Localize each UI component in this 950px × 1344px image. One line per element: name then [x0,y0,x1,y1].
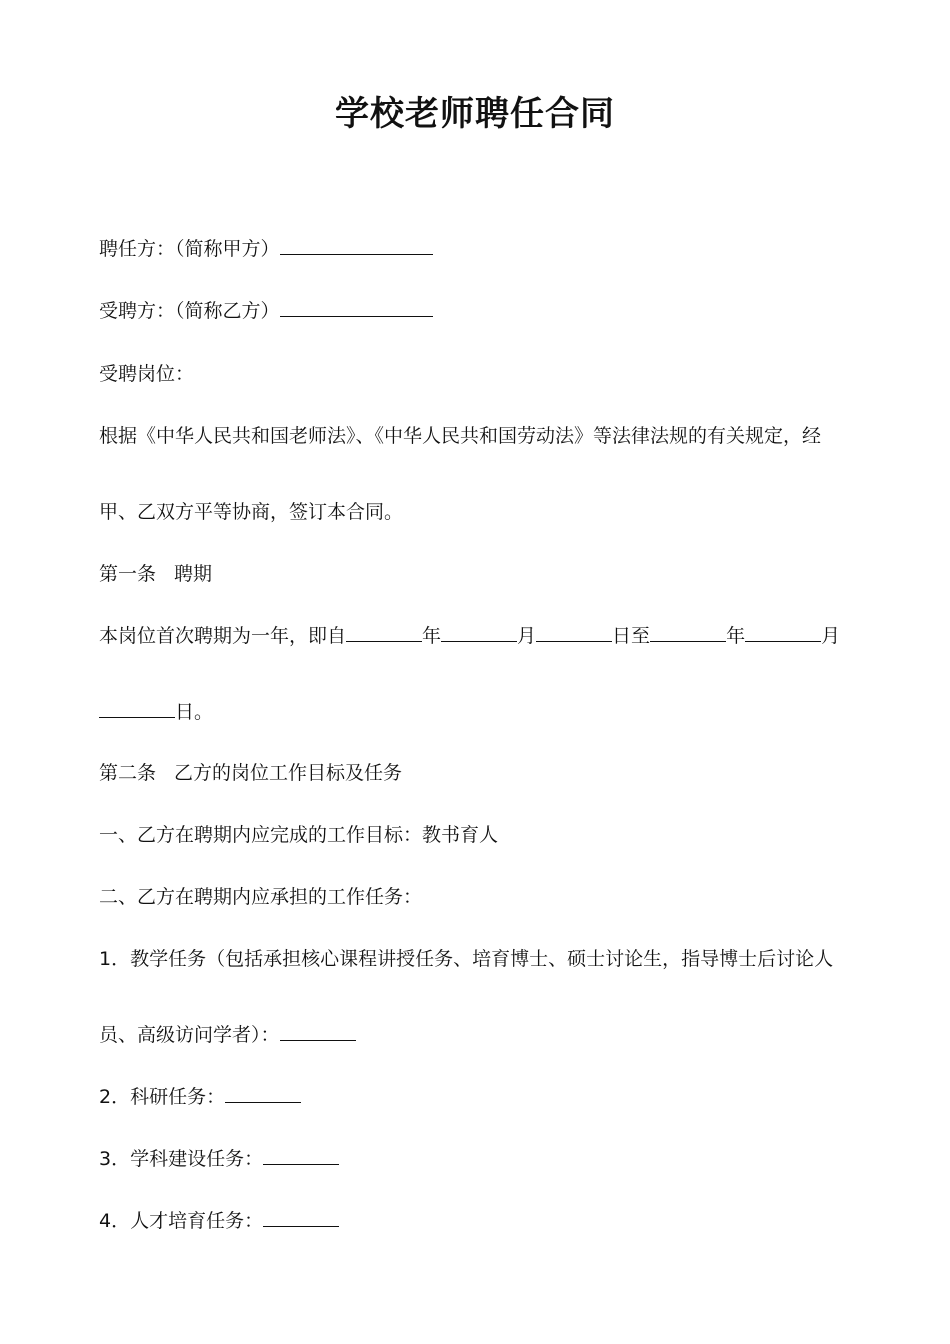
party-b-blank[interactable] [280,298,433,317]
task3-label: 3．学科建设任务： [99,1148,264,1170]
task2-label: 2．科研任务： [99,1086,226,1108]
task1-blank[interactable] [280,1022,356,1041]
party-b-line [99,298,433,324]
task2-line [99,1084,301,1110]
end-month-blank[interactable] [745,623,821,642]
end-year-blank[interactable] [650,623,726,642]
term-line [99,623,840,649]
month-label-1: 月 [517,625,537,647]
party-a-label: 聘任方：（简称甲方） [99,238,280,260]
task4-blank[interactable] [263,1208,339,1227]
position-line [99,361,194,387]
start-day-blank[interactable] [536,623,612,642]
article2-number: 第二条 [99,762,157,784]
preamble-line-2: 甲、乙双方平等协商，签订本合同。 [99,501,404,523]
party-a-line [99,236,433,262]
article1-heading [99,561,212,587]
party-a-blank[interactable] [280,236,433,255]
task4-label: 4．人才培育任务： [99,1210,264,1232]
term-prefix: 本岗位首次聘期为一年，即自 [99,625,347,647]
tasks-intro-line: 二、乙方在聘期内应承担的工作任务： [99,886,423,908]
preamble-line-1: 根据《中华人民共和国老师法》、《中华人民共和国劳动法》等法律法规的有关规定，经 [99,425,822,447]
task1-line-1: 1．教学任务（包括承担核心课程讲授任务、培育博士、硕士讨论生，指导博士后讨论人 [99,948,834,970]
task3-blank[interactable] [263,1146,339,1165]
month-label-2: 月 [821,625,841,647]
party-b-label: 受聘方：（简称乙方） [99,300,280,322]
position-label: 受聘岗位： [99,363,195,385]
start-year-blank[interactable] [346,623,422,642]
task3-line [99,1146,339,1172]
end-day-blank[interactable] [99,699,175,718]
task1-label: 员、高级访问学者）： [99,1024,280,1046]
year-label-1: 年 [422,625,442,647]
task2-blank[interactable] [225,1084,301,1103]
task1-line-2 [99,1022,356,1048]
year-label-2: 年 [726,625,746,647]
document-title: 学校老师聘任合同 [335,94,615,134]
article2-heading [99,760,402,786]
article1-title: 聘期 [174,563,213,585]
start-month-blank[interactable] [441,623,517,642]
term-end-line [99,699,213,725]
article1-number: 第一条 [99,563,157,585]
day-end-label: 日。 [175,701,214,723]
article2-title: 乙方的岗位工作目标及任务 [174,762,403,784]
day-to-label: 日至 [612,625,651,647]
goal-line: 一、乙方在聘期内应完成的工作目标：教书育人 [99,824,499,846]
task4-line [99,1208,339,1234]
